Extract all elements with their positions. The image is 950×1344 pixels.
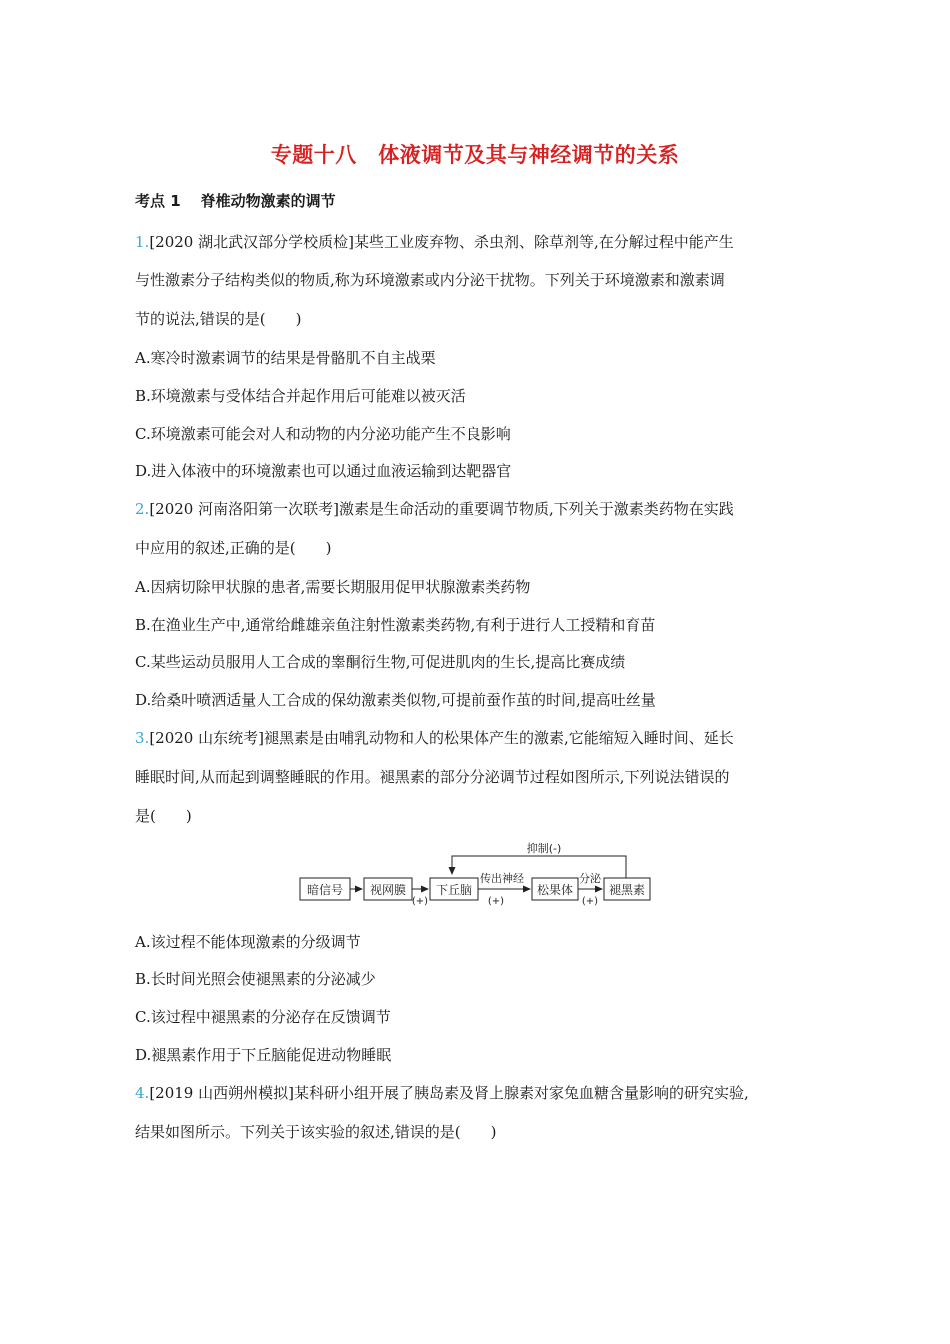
box-melatonin-label: 褪黑素 — [608, 883, 646, 897]
question-2-option-d: D.给桑叶喷洒适量人工合成的保幼激素类似物,可提前蚕作茧的时间,提高吐丝量 — [135, 691, 656, 709]
question-1-line-3: 节的说法,错误的是( ) — [135, 310, 302, 328]
arrow-2-bottom-label: (+) — [411, 896, 429, 907]
box-hypothalamus-label: 下丘脑 — [435, 883, 473, 897]
question-3-line-2: 睡眠时间,从而起到调整睡眠的作用。褪黑素的部分分泌调节过程如图所示,下列说法错误的 — [135, 768, 730, 786]
question-1-option-c: C.环境激素可能会对人和动物的内分泌功能产生不良影响 — [135, 425, 511, 443]
question-1-option-a: A.寒冷时激素调节的结果是骨骼肌不自主战栗 — [135, 349, 436, 367]
question-2-option-b: B.在渔业生产中,通常给雌雄亲鱼注射性激素类药物,有利于进行人工授精和育苗 — [135, 616, 656, 634]
question-2-line-2: 中应用的叙述,正确的是( ) — [135, 539, 332, 557]
arrow-4-top-label: 分泌 — [579, 872, 601, 885]
feedback-label: 抑制(-) — [526, 842, 562, 855]
question-3-option-c: C.该过程中褪黑素的分泌存在反馈调节 — [135, 1008, 391, 1026]
box-dark-signal-label: 暗信号 — [306, 883, 344, 897]
arrow-4-bottom-label: (+) — [581, 896, 599, 907]
arrow-3-top-label: 传出神经 — [480, 872, 524, 885]
box-pineal-label: 松果体 — [536, 883, 574, 897]
question-4-line-2: 结果如图所示。下列关于该实验的叙述,错误的是( ) — [135, 1123, 497, 1141]
question-3-option-d: D.褪黑素作用于下丘脑能促进动物睡眠 — [135, 1046, 392, 1064]
section-heading — [135, 190, 336, 211]
section-name: 脊椎动物激素的调节 — [200, 192, 336, 210]
question-number: 1. — [135, 233, 150, 251]
question-3-line-1: 3.[2020 山东统考]褪黑素是由哺乳动物和人的松果体产生的激素,它能缩短入睡时间、延长 — [135, 729, 734, 747]
section-label: 考点 1 — [135, 192, 181, 210]
question-3-option-a: A.该过程不能体现激素的分级调节 — [135, 933, 361, 951]
question-1-option-b: B.环境激素与受体结合并起作用后可能难以被灭活 — [135, 387, 466, 405]
question-number: 2. — [135, 500, 150, 518]
question-1-line-1: 1.[2020 湖北武汉部分学校质检]某些工业废弃物、杀虫剂、除草剂等,在分解过程中能产生 — [135, 233, 734, 251]
page-title: 专题十八 体液调节及其与神经调节的关系 — [270, 143, 680, 167]
question-2-option-c: C.某些运动员服用人工合成的睾酮衍生物,可促进肌肉的生长,提高比赛成绩 — [135, 653, 626, 671]
question-3-line-3: 是( ) — [135, 807, 192, 825]
arrow-3-bottom-label: (+) — [487, 896, 505, 907]
question-2-option-a: A.因病切除甲状腺的患者,需要长期服用促甲状腺激素类药物 — [135, 578, 531, 596]
question-1-line-2: 与性激素分子结构类似的物质,称为环境激素或内分泌干扰物。下列关于环境激素和激素调 — [135, 271, 725, 289]
question-4-line-1: 4.[2019 山西朔州模拟]某科研小组开展了胰岛素及肾上腺素对家兔血糖含量影响的研究实验, — [135, 1084, 749, 1102]
melatonin-regulation-diagram — [296, 838, 656, 908]
question-number: 3. — [135, 729, 150, 747]
box-retina-label: 视网膜 — [369, 883, 407, 897]
question-2-line-1: 2.[2020 河南洛阳第一次联考]激素是生命活动的重要调节物质,下列关于激素类药物在实践 — [135, 500, 734, 518]
question-3-option-b: B.长时间光照会使褪黑素的分泌减少 — [135, 970, 376, 988]
question-1-option-d: D.进入体液中的环境激素也可以通过血液运输到达靶器官 — [135, 462, 512, 480]
question-number: 4. — [135, 1084, 150, 1102]
